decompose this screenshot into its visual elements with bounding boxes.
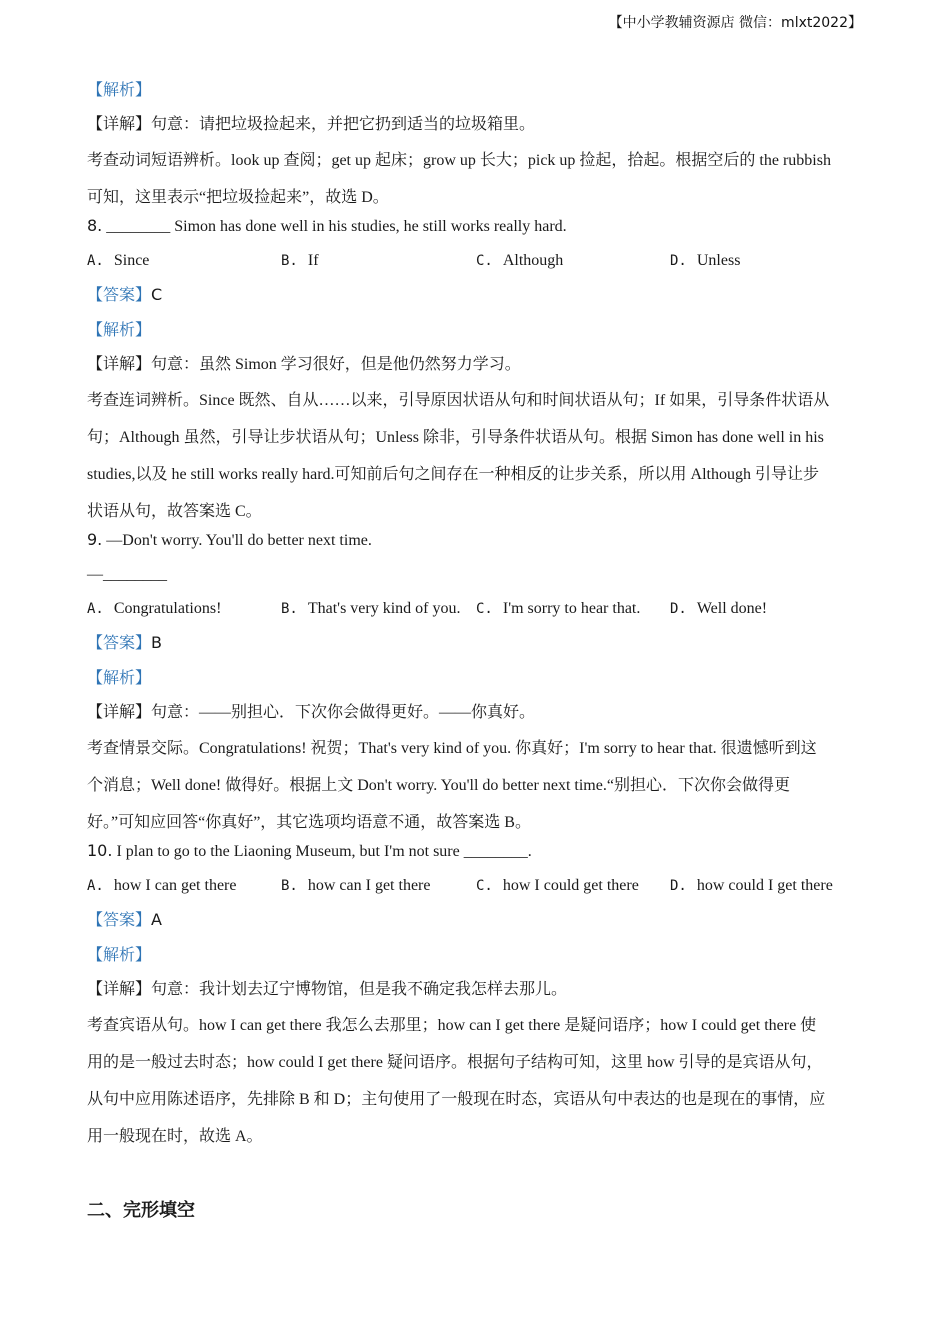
question-8-stem: 8. ________ Simon has done well in his studies, he still works really hard. (87, 216, 567, 235)
option-d: D. Well done! (670, 600, 768, 617)
jiexi-label: 【解析】 (87, 945, 152, 964)
question-10-stem: 10. I plan to go to the Liaoning Museum, but I'm not sure ________. (87, 841, 532, 860)
option-b: B. If (281, 252, 319, 269)
jiexi-label: 【解析】 (87, 320, 152, 339)
option-a: A. Since (87, 252, 150, 269)
analysis-paragraph: 考查情景交际。Congratulations! 祝贺；That's very kind of you. 你真好；I'm sorry to hear that. 很遗憾听到这 个消息；Well done! 做得好。根据上文 Don't worry. You'll do better next time.“别担心．下次你会做得更 好。”可知应回答“你真好”，其它选项均语意不通，故答案选 B。 (87, 740, 817, 831)
option-b: B. how can I get there (281, 877, 431, 894)
detail-text: 【详解】句意：请把垃圾捡起来，并把它扔到适当的垃圾箱里。 (87, 116, 536, 133)
option-c: C. how I could get there (476, 877, 639, 894)
option-a: A. how I can get there (87, 877, 237, 894)
question-9-stem: 9. —Don't worry. You'll do better next time. (87, 530, 372, 549)
analysis-paragraph: 考查连词辨析。Since 既然、自从……以来，引导原因状语从句和时间状语从句；If 如果，引导条件状语从 句；Although 虽然，引导让步状语从句；Unless 除非，引导条件状语从句。根据 Simon has done well in his studies,以及 he still works really hard.可知前后句之间存在一种相反的让步关系，所以用 Although 引导让步 状语从句，故答案选 C。 (87, 392, 830, 520)
document-body (87, 78, 865, 1155)
analysis-paragraph: 考查动词短语辨析。look up 查阅；get up 起床；grow up 长大；pick up 捡起，拾起。根据空后的 the rubbish 可知，这里表示“把垃圾捡起来”，故选 D。 (87, 152, 831, 206)
question-10-options (87, 874, 865, 898)
question-9-options (87, 597, 865, 621)
answer-line: 【答案】B (87, 633, 162, 652)
detail-text: 【详解】句意：——别担心．下次你会做得更好。——你真好。 (87, 704, 536, 721)
analysis-paragraph: 考查宾语从句。how I can get there 我怎么去那里；how can I get there 是疑问语序；how I could get there 使 用的是一般过去时态；how could I get there 疑问语序。根据句子结构可知，这里 how 引导的是宾语从句， 从句中应用陈述语序，先排除 B 和 D；主句使用了一般现在时态，宾语从句中表达的也是现在的事情，应 用一般现在时，故选 A。 (87, 1017, 826, 1145)
answer-line: 【答案】A (87, 910, 162, 929)
option-d: D. how could I get there (670, 877, 833, 894)
option-a: A. Congratulations! (87, 600, 222, 617)
question-8-options (87, 249, 865, 273)
section-title: 二、完形填空 (87, 1200, 195, 1221)
answer-line: 【答案】C (87, 285, 163, 304)
jiexi-label: 【解析】 (87, 668, 152, 687)
detail-text: 【详解】句意：虽然 Simon 学习很好，但是他仍然努力学习。 (87, 356, 521, 373)
option-b: B. That's very kind of you. (281, 600, 461, 617)
detail-text: 【详解】句意：我计划去辽宁博物馆，但是我不确定我怎样去那儿。 (87, 981, 568, 998)
option-c: C. Although (476, 252, 564, 269)
page-header: 【中小学教辅资源店 微信：mlxt2022】 (608, 15, 862, 31)
option-c: C. I'm sorry to hear that. (476, 600, 641, 617)
question-9-reply: —________ (87, 566, 167, 583)
jiexi-label: 【解析】 (87, 80, 152, 99)
option-d: D. Unless (670, 252, 741, 269)
